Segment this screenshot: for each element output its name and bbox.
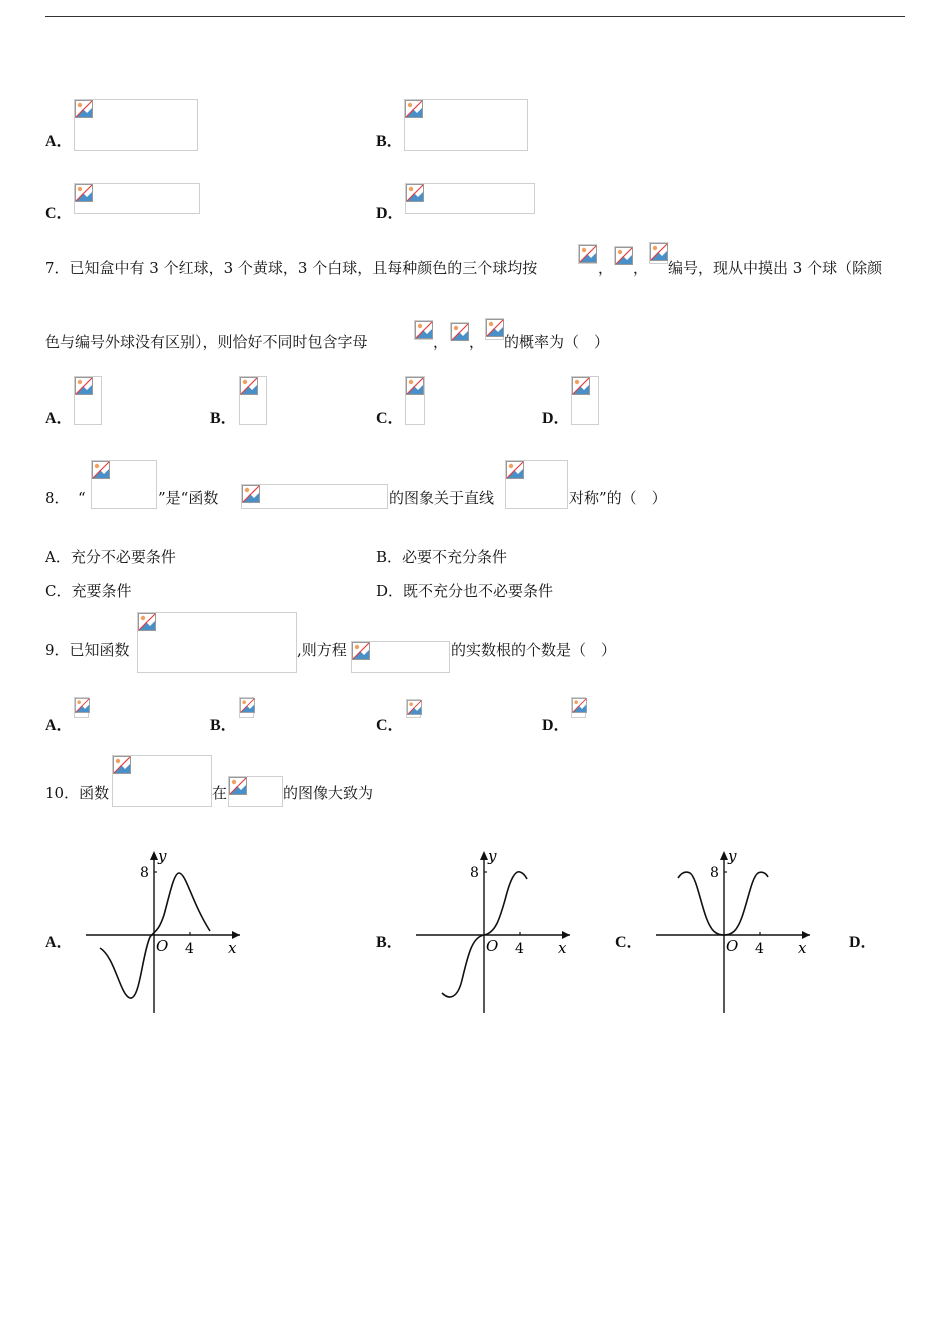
x-axis-label: x <box>558 939 567 957</box>
broken-image-icon <box>240 377 258 395</box>
q8-text-3: 对称”的（ ） <box>569 489 667 507</box>
q10-option-c-label[interactable]: C． <box>615 934 643 951</box>
q9-function-image <box>137 612 297 673</box>
q8-number: 8． <box>45 489 70 507</box>
broken-image-icon <box>229 777 247 795</box>
q9-option-d-label[interactable]: D． <box>542 717 570 734</box>
q7-inline-image-4 <box>414 320 433 340</box>
broken-image-icon <box>92 461 110 479</box>
broken-image-icon <box>415 321 433 339</box>
broken-image-icon <box>405 100 423 118</box>
q10-option-a-graph[interactable] <box>80 845 250 1017</box>
q8-option-b[interactable]: B．必要不充分条件 <box>376 548 508 566</box>
q8-line-image <box>505 460 568 509</box>
q9-option-b-image <box>239 697 254 718</box>
origin-label: O <box>486 937 499 955</box>
broken-image-icon <box>240 698 255 713</box>
broken-image-icon <box>406 377 424 395</box>
q7-option-a-label[interactable]: A． <box>45 410 73 427</box>
q10-option-d-label[interactable]: D． <box>849 934 877 951</box>
q7-line2-prefix: 色与编号外球没有区别），则恰好不同时包含字母 <box>45 333 368 351</box>
q10-prefix: 10．函数 <box>45 784 110 802</box>
q6-option-b-image <box>404 99 528 151</box>
q6-option-c-image <box>74 183 200 214</box>
broken-image-icon <box>138 613 156 631</box>
q7-option-c-label[interactable]: C． <box>376 410 404 427</box>
q7-inline-image-6 <box>485 318 504 340</box>
broken-image-icon <box>506 461 524 479</box>
q10-interval-image <box>228 776 283 807</box>
broken-image-icon <box>352 642 370 660</box>
header-rule <box>45 16 905 17</box>
q7-line1-suffix: 编号，现从中摸出 3 个球（除颜 <box>668 259 883 277</box>
y-tick-label: 8 <box>710 865 719 881</box>
q7-option-b-label[interactable]: B． <box>210 410 237 427</box>
broken-image-icon <box>615 247 633 265</box>
x-tick-label: 4 <box>515 941 524 957</box>
broken-image-icon <box>242 485 260 503</box>
q7-option-d-image <box>571 376 599 425</box>
x-axis-label: x <box>228 939 237 957</box>
q7-inline-image-3 <box>649 242 668 264</box>
q8-function-image <box>241 484 388 509</box>
broken-image-icon <box>572 698 587 713</box>
q9-option-c-label[interactable]: C． <box>376 717 404 734</box>
q6-option-c-label[interactable]: C． <box>45 205 73 222</box>
broken-image-icon <box>579 245 597 263</box>
q8-open-quote: “ <box>78 489 86 507</box>
q9-option-a-image <box>74 697 89 718</box>
q6-option-a-image <box>74 99 198 151</box>
q8-option-c[interactable]: C．充要条件 <box>45 582 132 600</box>
q10-function-image <box>112 755 212 807</box>
broken-image-icon <box>451 323 469 341</box>
broken-image-icon <box>75 377 93 395</box>
q10-option-b-graph[interactable] <box>410 845 580 1017</box>
q10-option-b-label[interactable]: B． <box>376 934 403 951</box>
x-axis-label: x <box>798 939 807 957</box>
q7-comma-3: ， <box>433 333 449 351</box>
q9-text-end: 的实数根的个数是（ ） <box>451 641 617 659</box>
y-axis-label: y <box>488 847 497 865</box>
q7-inline-image-2 <box>614 246 633 265</box>
q10-option-a-label[interactable]: A． <box>45 934 73 951</box>
q8-text-1: ”是“函数 <box>158 489 219 507</box>
broken-image-icon <box>75 100 93 118</box>
origin-label: O <box>156 937 169 955</box>
q10-text-mid: 在 <box>212 784 228 802</box>
y-tick-label: 8 <box>140 865 149 881</box>
q7-inline-image-1 <box>578 244 597 264</box>
q7-option-a-image <box>74 376 102 425</box>
q7-comma-1: ， <box>598 259 614 277</box>
y-tick-label: 8 <box>470 865 479 881</box>
x-tick-label: 4 <box>755 941 764 957</box>
broken-image-icon <box>75 698 90 713</box>
q8-text-2: 的图象关于直线 <box>389 489 495 507</box>
q7-line1-prefix: 7．已知盒中有 3 个红球，3 个黄球，3 个白球，且每种颜色的三个球均按 <box>45 259 538 277</box>
q9-option-c-image <box>406 699 421 718</box>
q7-option-c-image <box>405 376 425 425</box>
q7-line2-suffix: 的概率为（ ） <box>504 333 610 351</box>
broken-image-icon <box>650 243 668 261</box>
q6-option-a-label[interactable]: A． <box>45 133 73 150</box>
q10-option-c-graph[interactable] <box>650 845 820 1017</box>
broken-image-icon <box>572 377 590 395</box>
q8-option-a[interactable]: A．充分不必要条件 <box>45 548 176 566</box>
x-tick-label: 4 <box>185 941 194 957</box>
origin-label: O <box>726 937 739 955</box>
broken-image-icon <box>486 319 504 337</box>
broken-image-icon <box>75 184 93 202</box>
q8-condition-image <box>91 460 157 509</box>
q6-option-b-label[interactable]: B． <box>376 133 403 150</box>
q8-option-d[interactable]: D．既不充分也不必要条件 <box>376 582 554 600</box>
q7-comma-2: ， <box>633 259 649 277</box>
q9-text-mid: ,则方程 <box>297 641 347 659</box>
q7-option-d-label[interactable]: D． <box>542 410 570 427</box>
broken-image-icon <box>406 184 424 202</box>
q6-option-d-image <box>405 183 535 214</box>
q6-option-d-label[interactable]: D． <box>376 205 404 222</box>
q9-option-b-label[interactable]: B． <box>210 717 237 734</box>
broken-image-icon <box>407 700 422 715</box>
q9-equation-image <box>351 641 450 673</box>
q9-option-d-image <box>571 697 586 718</box>
broken-image-icon <box>113 756 131 774</box>
y-axis-label: y <box>158 847 167 865</box>
q7-comma-4: ， <box>469 333 485 351</box>
q10-text-end: 的图像大致为 <box>283 784 374 802</box>
y-axis-label: y <box>728 847 737 865</box>
q7-inline-image-5 <box>450 322 469 341</box>
q9-prefix: 9．已知函数 <box>45 641 130 659</box>
q9-option-a-label[interactable]: A． <box>45 717 73 734</box>
q7-option-b-image <box>239 376 267 425</box>
